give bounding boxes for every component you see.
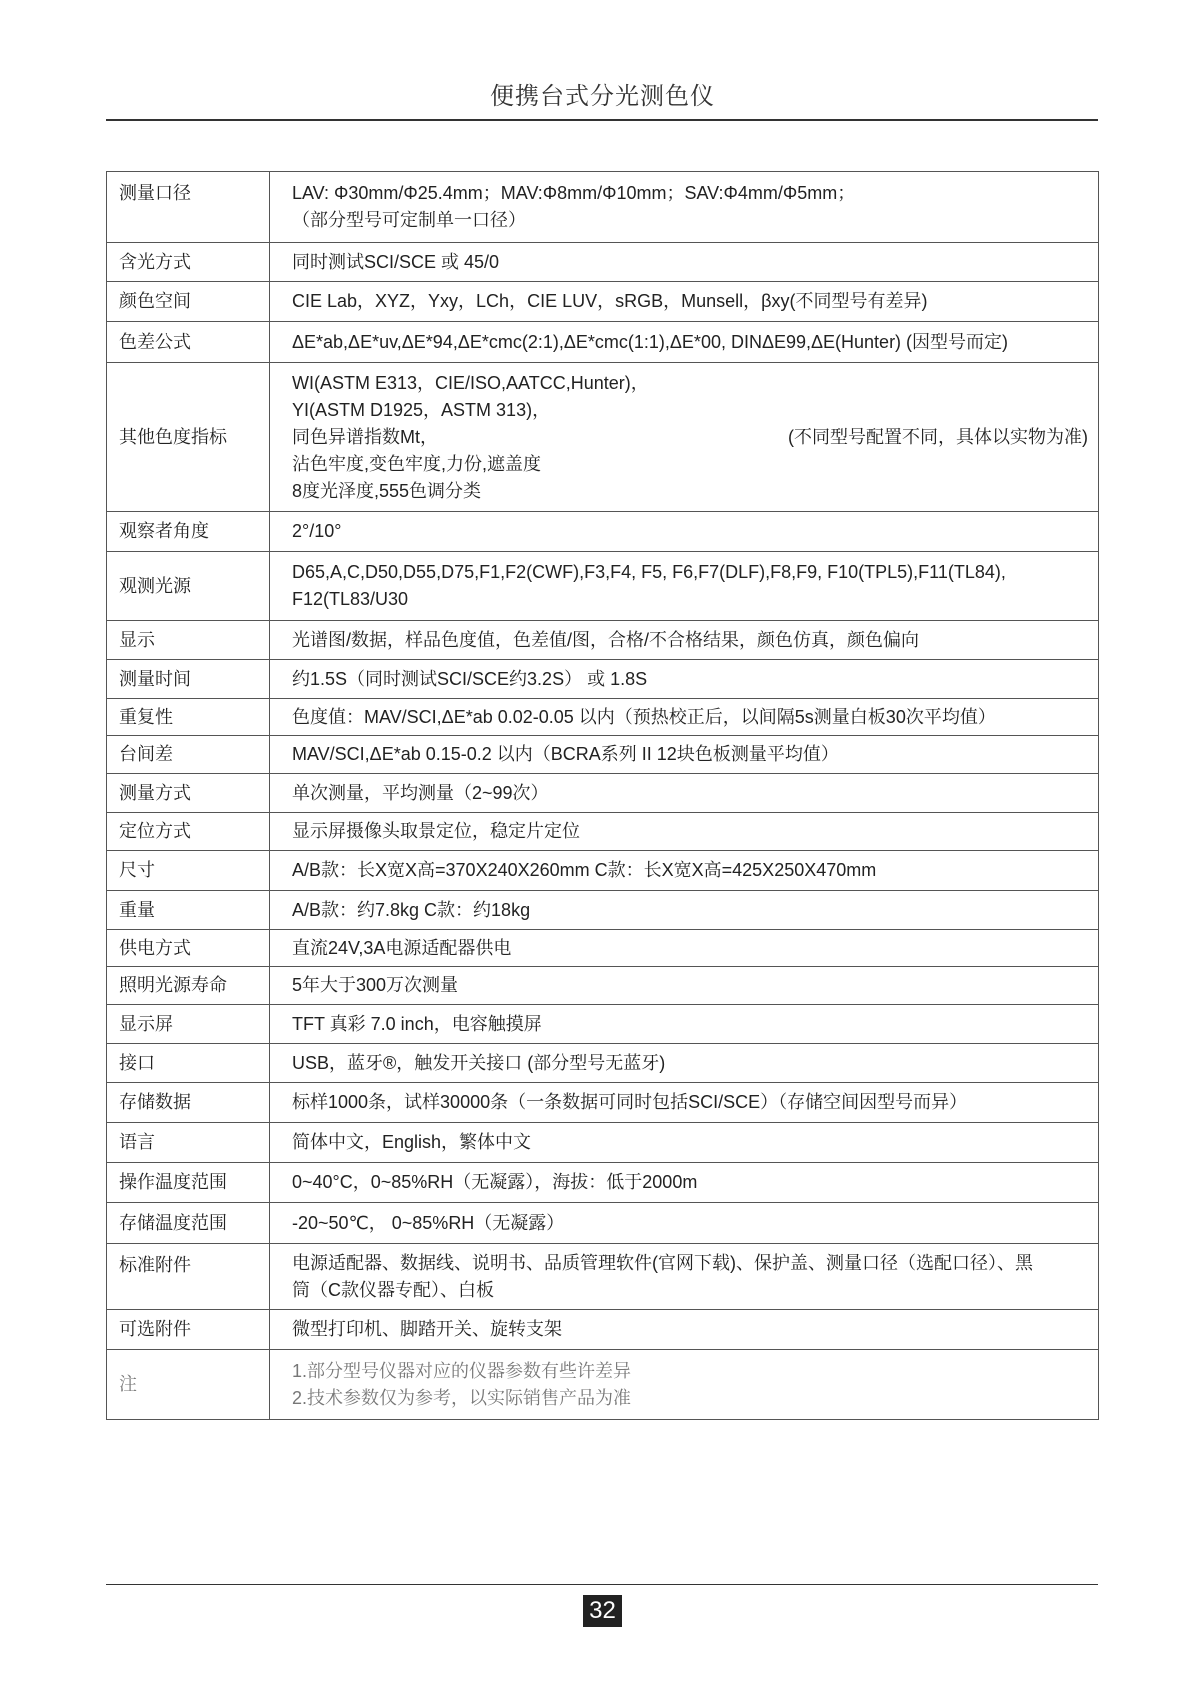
spec-label: 接口: [107, 1044, 270, 1083]
spec-label: 其他色度指标: [107, 363, 270, 512]
spec-value-line: A/B款：长X宽X高=370X240X260mm C款：长X宽X高=425X250X470mm: [292, 860, 877, 880]
spec-value-line: 色度值：MAV/SCI,ΔE*ab 0.02-0.05 以内（预热校正后，以间隔5s测量白板30次平均值）: [292, 706, 996, 727]
spec-value: [270, 967, 1099, 1005]
spec-value: [270, 1310, 1099, 1350]
page-title: 便携台式分光测色仪: [490, 83, 715, 110]
spec-value-line: 筒（C款仪器专配）、白板: [292, 1279, 494, 1300]
spec-row: [107, 172, 1099, 243]
spec-row: [107, 282, 1099, 322]
spec-row: [107, 243, 1099, 282]
spec-value-line: YI(ASTM D1925，ASTM 313)，: [292, 399, 551, 420]
spec-value: [270, 1123, 1099, 1163]
spec-value-line: 5年大于300万次测量: [292, 975, 459, 995]
spec-value-line: 8度光泽度,555色调分类: [292, 480, 482, 501]
spec-label: 可选附件: [107, 1310, 270, 1350]
spec-label: 台间差: [107, 736, 270, 774]
spec-value: [270, 1044, 1099, 1083]
spec-value: [270, 512, 1099, 552]
spec-label: 重复性: [107, 699, 270, 736]
spec-value-line: TFT 真彩 7.0 inch，电容触摸屏: [292, 1013, 542, 1034]
spec-value-line: MAV/SCI,ΔE*ab 0.15-0.2 以内（BCRA系列 II 12块色板测量平均值）: [292, 744, 839, 764]
spec-label: 显示: [107, 621, 270, 660]
spec-value-line: 2°/10°: [292, 521, 342, 541]
spec-row: [107, 512, 1099, 552]
spec-row: [107, 930, 1099, 967]
spec-row: [107, 813, 1099, 851]
spec-row: [107, 1310, 1099, 1350]
spec-table: [106, 171, 1099, 1420]
spec-label: 观察者角度: [107, 512, 270, 552]
spec-label: 观测光源: [107, 552, 270, 621]
spec-label: 标准附件: [107, 1244, 270, 1310]
spec-value-line: 2.技术参数仅为参考，以实际销售产品为准: [292, 1387, 632, 1408]
spec-value-line: 约1.5S（同时测试SCI/SCE约3.2S） 或 1.8S: [292, 668, 648, 689]
spec-label: 测量时间: [107, 660, 270, 699]
spec-label: 存储温度范围: [107, 1203, 270, 1244]
spec-value-line: 0~40°C，0~85%RH（无凝露），海拔：低于2000m: [292, 1172, 698, 1192]
spec-row: [107, 1203, 1099, 1244]
spec-label: 语言: [107, 1123, 270, 1163]
spec-value: [270, 660, 1099, 699]
spec-value: [270, 891, 1099, 930]
spec-value-line: 同色异谱指数Mt，: [292, 426, 438, 447]
spec-value-line: A/B款：约7.8kg C款：约18kg: [292, 899, 531, 920]
spec-label: 显示屏: [107, 1005, 270, 1044]
spec-value-line: （部分型号可定制单一口径）: [292, 210, 526, 230]
spec-label: 照明光源寿命: [107, 967, 270, 1005]
spec-value-line: 标样1000条，试样30000条（一条数据可同时包括SCI/SCE）（存储空间因型号而异）: [292, 1092, 968, 1112]
spec-value-line: -20~50℃， 0~85%RH（无凝露）: [292, 1212, 565, 1233]
spec-label: 定位方式: [107, 813, 270, 851]
spec-row: [107, 660, 1099, 699]
spec-value-line: USB，蓝牙®，触发开关接口 (部分型号无蓝牙): [292, 1052, 666, 1073]
spec-value-line: ΔE*ab,ΔE*uv,ΔE*94,ΔE*cmc(2:1),ΔE*cmc(1:1),ΔE*00, DINΔE99,ΔE(Hunter) (因型号而定): [292, 331, 1009, 352]
spec-label: 测量方式: [107, 774, 270, 813]
spec-row: [107, 322, 1099, 363]
spec-value-line: 沾色牢度,变色牢度,力份,遮盖度: [292, 453, 542, 474]
spec-value-line: 直流24V,3A电源适配器供电: [292, 937, 512, 958]
spec-row: [107, 552, 1099, 621]
spec-value-line: D65,A,C,D50,D55,D75,F1,F2(CWF),F3,F4, F5, F6,F7(DLF),F8,F9, F10(TPL5),F11(TL84),: [292, 562, 1006, 582]
spec-row: [107, 851, 1099, 891]
spec-value: [270, 1163, 1099, 1203]
spec-label: 测量口径: [107, 172, 270, 243]
spec-row: [107, 1350, 1099, 1420]
spec-row: [107, 967, 1099, 1005]
spec-value-line: 1.部分型号仪器对应的仪器参数有些许差异: [292, 1360, 632, 1381]
spec-row: [107, 736, 1099, 774]
spec-row: [107, 363, 1099, 512]
spec-label: 尺寸: [107, 851, 270, 891]
spec-value: [270, 243, 1099, 282]
spec-value-line: LAV: Φ30mm/Φ25.4mm；MAV:Φ8mm/Φ10mm；SAV:Φ4mm/Φ5mm；: [292, 183, 856, 203]
spec-value: [270, 736, 1099, 774]
spec-value: [270, 851, 1099, 891]
spec-value-line: F12(TL83/U30: [292, 589, 409, 609]
spec-value-line: WI(ASTM E313，CIE/ISO,AATCC,Hunter)，: [292, 372, 649, 393]
spec-row: [107, 774, 1099, 813]
spec-value: [270, 1203, 1099, 1244]
spec-value-line: 电源适配器、数据线、说明书、品质管理软件(官网下载)、保护盖、测量口径（选配口径）、黑: [292, 1252, 1033, 1273]
spec-row: [107, 1123, 1099, 1163]
spec-row: [107, 1244, 1099, 1310]
spec-value: [270, 282, 1099, 322]
spec-row: [107, 1083, 1099, 1123]
spec-value-line: 显示屏摄像头取景定位，稳定片定位: [292, 821, 580, 841]
spec-value: [270, 813, 1099, 851]
spec-value-line: 简体中文，English，繁体中文: [292, 1132, 532, 1152]
spec-label: 存储数据: [107, 1083, 270, 1123]
spec-value: [270, 363, 1099, 512]
spec-value: [270, 1083, 1099, 1123]
spec-value-line: 微型打印机、脚踏开关、旋转支架: [292, 1319, 562, 1339]
spec-row: [107, 1005, 1099, 1044]
spec-value-line: 光谱图/数据，样品色度值，色差值/图，合格/不合格结果，颜色仿真，颜色偏向: [292, 629, 919, 650]
spec-note: (不同型号配置不同，具体以实物为准): [788, 426, 1088, 447]
footer-divider: [106, 1584, 1098, 1585]
spec-label: 注: [107, 1350, 270, 1420]
spec-value: [270, 1350, 1099, 1420]
spec-value: [270, 322, 1099, 363]
spec-value: [270, 621, 1099, 660]
spec-label: 颜色空间: [107, 282, 270, 322]
spec-value-line: 同时测试SCI/SCE 或 45/0: [292, 251, 500, 272]
spec-value: [270, 172, 1099, 243]
spec-value: [270, 1005, 1099, 1044]
spec-value-line: CIE Lab，XYZ，Yxy，LCh，CIE LUV，sRGB，Munsell，βxy(不同型号有差异): [292, 291, 928, 311]
spec-value: [270, 1244, 1099, 1310]
spec-label: 供电方式: [107, 930, 270, 967]
spec-row: [107, 699, 1099, 736]
spec-label: 色差公式: [107, 322, 270, 363]
spec-value: [270, 552, 1099, 621]
spec-row: [107, 621, 1099, 660]
spec-value-line: 单次测量，平均测量（2~99次）: [292, 782, 549, 803]
spec-label: 重量: [107, 891, 270, 930]
spec-label: 含光方式: [107, 243, 270, 282]
spec-row: [107, 1044, 1099, 1083]
header-divider: [106, 119, 1098, 121]
spec-row: [107, 891, 1099, 930]
spec-value: [270, 699, 1099, 736]
spec-value: [270, 930, 1099, 967]
spec-label: 操作温度范围: [107, 1163, 270, 1203]
spec-value: [270, 774, 1099, 813]
page-number: 32: [583, 1595, 622, 1627]
spec-row: [107, 1163, 1099, 1203]
